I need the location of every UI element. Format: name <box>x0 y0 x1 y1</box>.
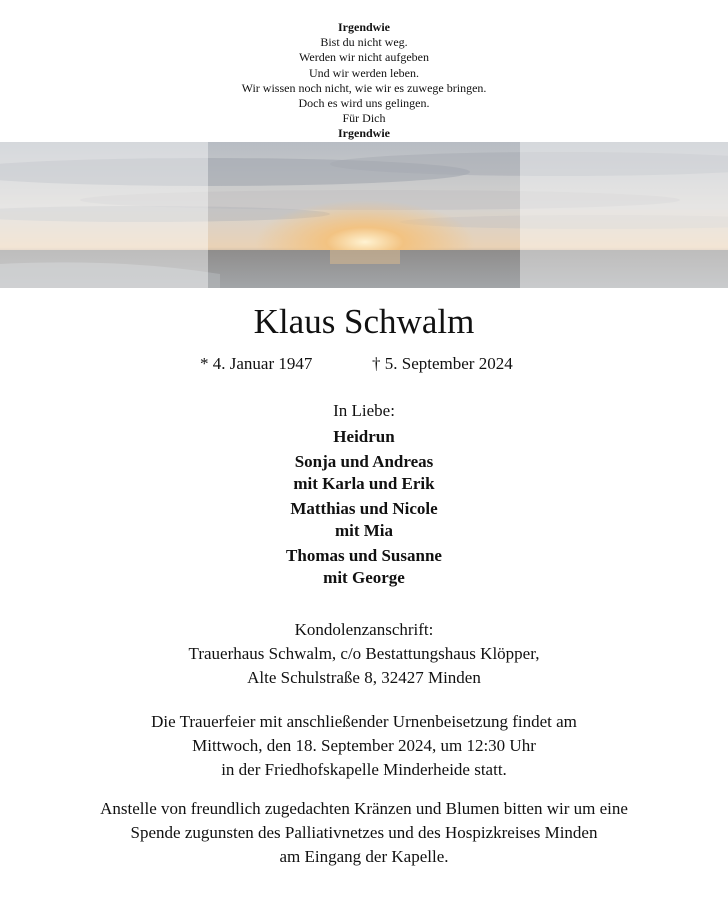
ceremony-line: Die Trauerfeier mit anschließender Urnenbeisetzung findet am <box>151 712 577 731</box>
family-member-name: Sonja und Andreas <box>294 452 434 471</box>
family-member <box>0 498 728 542</box>
family-member <box>0 545 728 589</box>
family-member-name: Thomas und Susanne <box>286 546 442 565</box>
poem-line: Wir wissen noch nicht, wie wir es zuwege bringen. <box>241 80 487 95</box>
family-member <box>0 426 728 448</box>
donation-line: Spende zugunsten des Palliativnetzes und des Hospizkreises Minden <box>130 823 598 842</box>
condolence-line: Alte Schulstraße 8, 32427 Minden <box>247 668 481 687</box>
birth-date: * 4. Januar 1947 <box>200 354 313 373</box>
sunset-over-sea-photo <box>0 142 728 288</box>
death-date: † 5. September 2024 <box>372 354 513 373</box>
condolence-address <box>0 618 728 690</box>
ceremony-info <box>0 710 728 782</box>
deceased-name: Klaus Schwalm <box>253 302 475 341</box>
poem-line: Irgendwie <box>338 126 390 141</box>
family-intro: In Liebe: <box>333 401 395 420</box>
condolence-line: Trauerhaus Schwalm, c/o Bestattungshaus Klöpper, <box>188 644 540 663</box>
sunset-banner-image <box>0 142 728 288</box>
donation-line: am Eingang der Kapelle. <box>279 847 449 866</box>
poem-line: Werden wir nicht aufgeben <box>299 50 429 65</box>
poem-line: Für Dich <box>342 111 386 126</box>
poem-line: Und wir werden leben. <box>309 65 419 80</box>
poem-line: Doch es wird uns gelingen. <box>298 96 430 111</box>
ceremony-line: in der Friedhofskapelle Minderheide statt. <box>221 760 507 779</box>
poem-line: Irgendwie <box>338 20 390 34</box>
family-list <box>0 400 728 592</box>
family-member-name: Matthias und Nicole <box>290 499 438 518</box>
family-member-name: Heidrun <box>333 427 395 446</box>
condolence-label: Kondolenzanschrift: <box>294 620 434 639</box>
family-member-children: mit Karla und Erik <box>293 474 435 493</box>
poem-line: Bist du nicht weg. <box>320 35 408 50</box>
family-member-children: mit George <box>323 568 405 587</box>
family-member <box>0 451 728 495</box>
family-member-children: mit Mia <box>334 521 394 540</box>
ceremony-line: Mittwoch, den 18. September 2024, um 12:30 Uhr <box>192 736 536 755</box>
donation-line: Anstelle von freundlich zugedachten Kränzen und Blumen bitten wir um eine <box>100 799 628 818</box>
donation-note <box>0 797 728 869</box>
poem <box>0 20 728 142</box>
